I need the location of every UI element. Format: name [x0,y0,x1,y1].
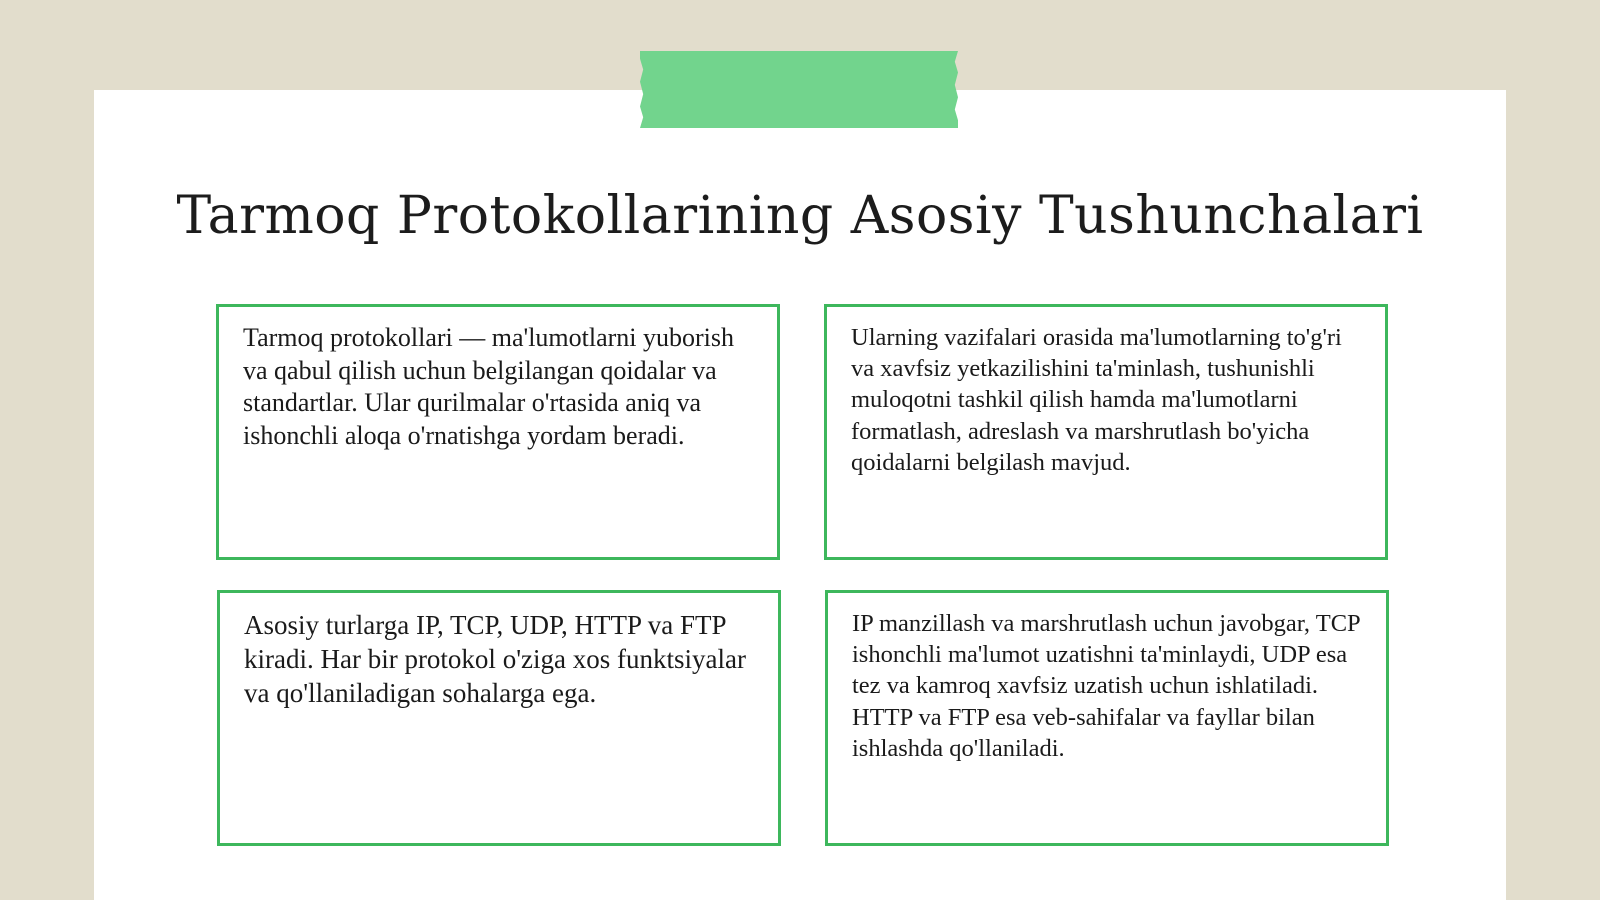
card-text: IP manzillash va marshrutlash uchun javobgar, TCP ishonchli ma'lumot uzatishni ta'minlaydi, UDP esa tez va kamroq xavfsiz uzatish uchun ishlatiladi. HTTP va FTP esa veb-sahifalar va fayllar bilan ishlashda qo'llaniladi. [852,610,1360,762]
card-text: Ularning vazifalari orasida ma'lumotlarning to'g'ri va xavfsiz yetkazilishini ta'minlash, tushunishli muloqotni tashkil qilish hamda ma'lumotlarni formatlash, adreslash va marshrutlash bo'yicha qoidalarni belgilash mavjud. [851,324,1342,476]
content-card-protocol-roles [825,590,1389,846]
content-card-functions [824,304,1388,560]
tape-decoration [640,51,958,128]
slide-title: Tarmoq Protokollarining Asosiy Tushunchalari [176,186,1424,246]
card-text: Asosiy turlarga IP, TCP, UDP, HTTP va FTP kiradi. Har bir protokol o'ziga xos funktsiyalar va qo'llaniladigan sohalarga ega. [244,610,746,708]
content-card-types [217,590,781,846]
card-text: Tarmoq protokollari — ma'lumotlarni yuborish va qabul qilish uchun belgilangan qoidalar va standartlar. Ular qurilmalar o'rtasida aniq va ishonchli aloqa o'rnatishga yordam beradi. [243,323,735,450]
content-card-definition [216,304,780,560]
